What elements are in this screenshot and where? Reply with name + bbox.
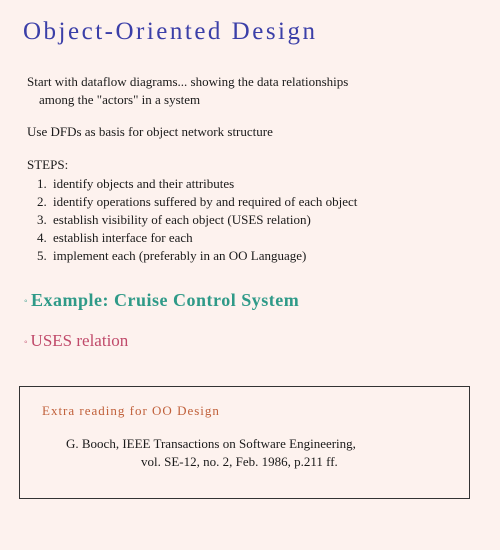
reference-citation <box>66 435 356 471</box>
step-item: 4. establish interface for each <box>37 230 193 245</box>
step-item: 5. implement each (preferably in an OO Language) <box>37 248 307 263</box>
intro-line-2: among the "actors" in a system <box>39 92 201 107</box>
intro-line-1: Start with dataflow diagrams... showing the data relationships <box>27 74 349 89</box>
intro-paragraph <box>27 73 348 109</box>
bullet-icon: ◦ <box>24 336 28 348</box>
extra-reading-heading: Extra reading for OO Design <box>42 403 220 418</box>
reference-line-2: vol. SE-12, no. 2, Feb. 1986, p.211 ff. <box>141 454 338 469</box>
steps-heading: STEPS: <box>27 157 69 172</box>
page-title: Object-Oriented Design <box>23 18 318 45</box>
steps-list <box>37 175 357 265</box>
reference-line-1: G. Booch, IEEE Transactions on Software Engineering, <box>66 436 356 451</box>
example-bullet <box>24 290 299 311</box>
extra-reading-box <box>19 386 470 499</box>
bullet-icon: ◦ <box>24 296 29 308</box>
uses-bullet <box>24 331 128 351</box>
example-label: Example: Cruise Control System <box>31 290 300 310</box>
step-item: 3. establish visibility of each object (USES relation) <box>37 212 311 227</box>
step-item: 2. identify operations suffered by and required of each object <box>37 194 358 209</box>
dfd-note: Use DFDs as basis for object network structure <box>27 124 273 139</box>
uses-label: USES relation <box>30 331 129 350</box>
step-item: 1. identify objects and their attributes <box>37 176 235 191</box>
